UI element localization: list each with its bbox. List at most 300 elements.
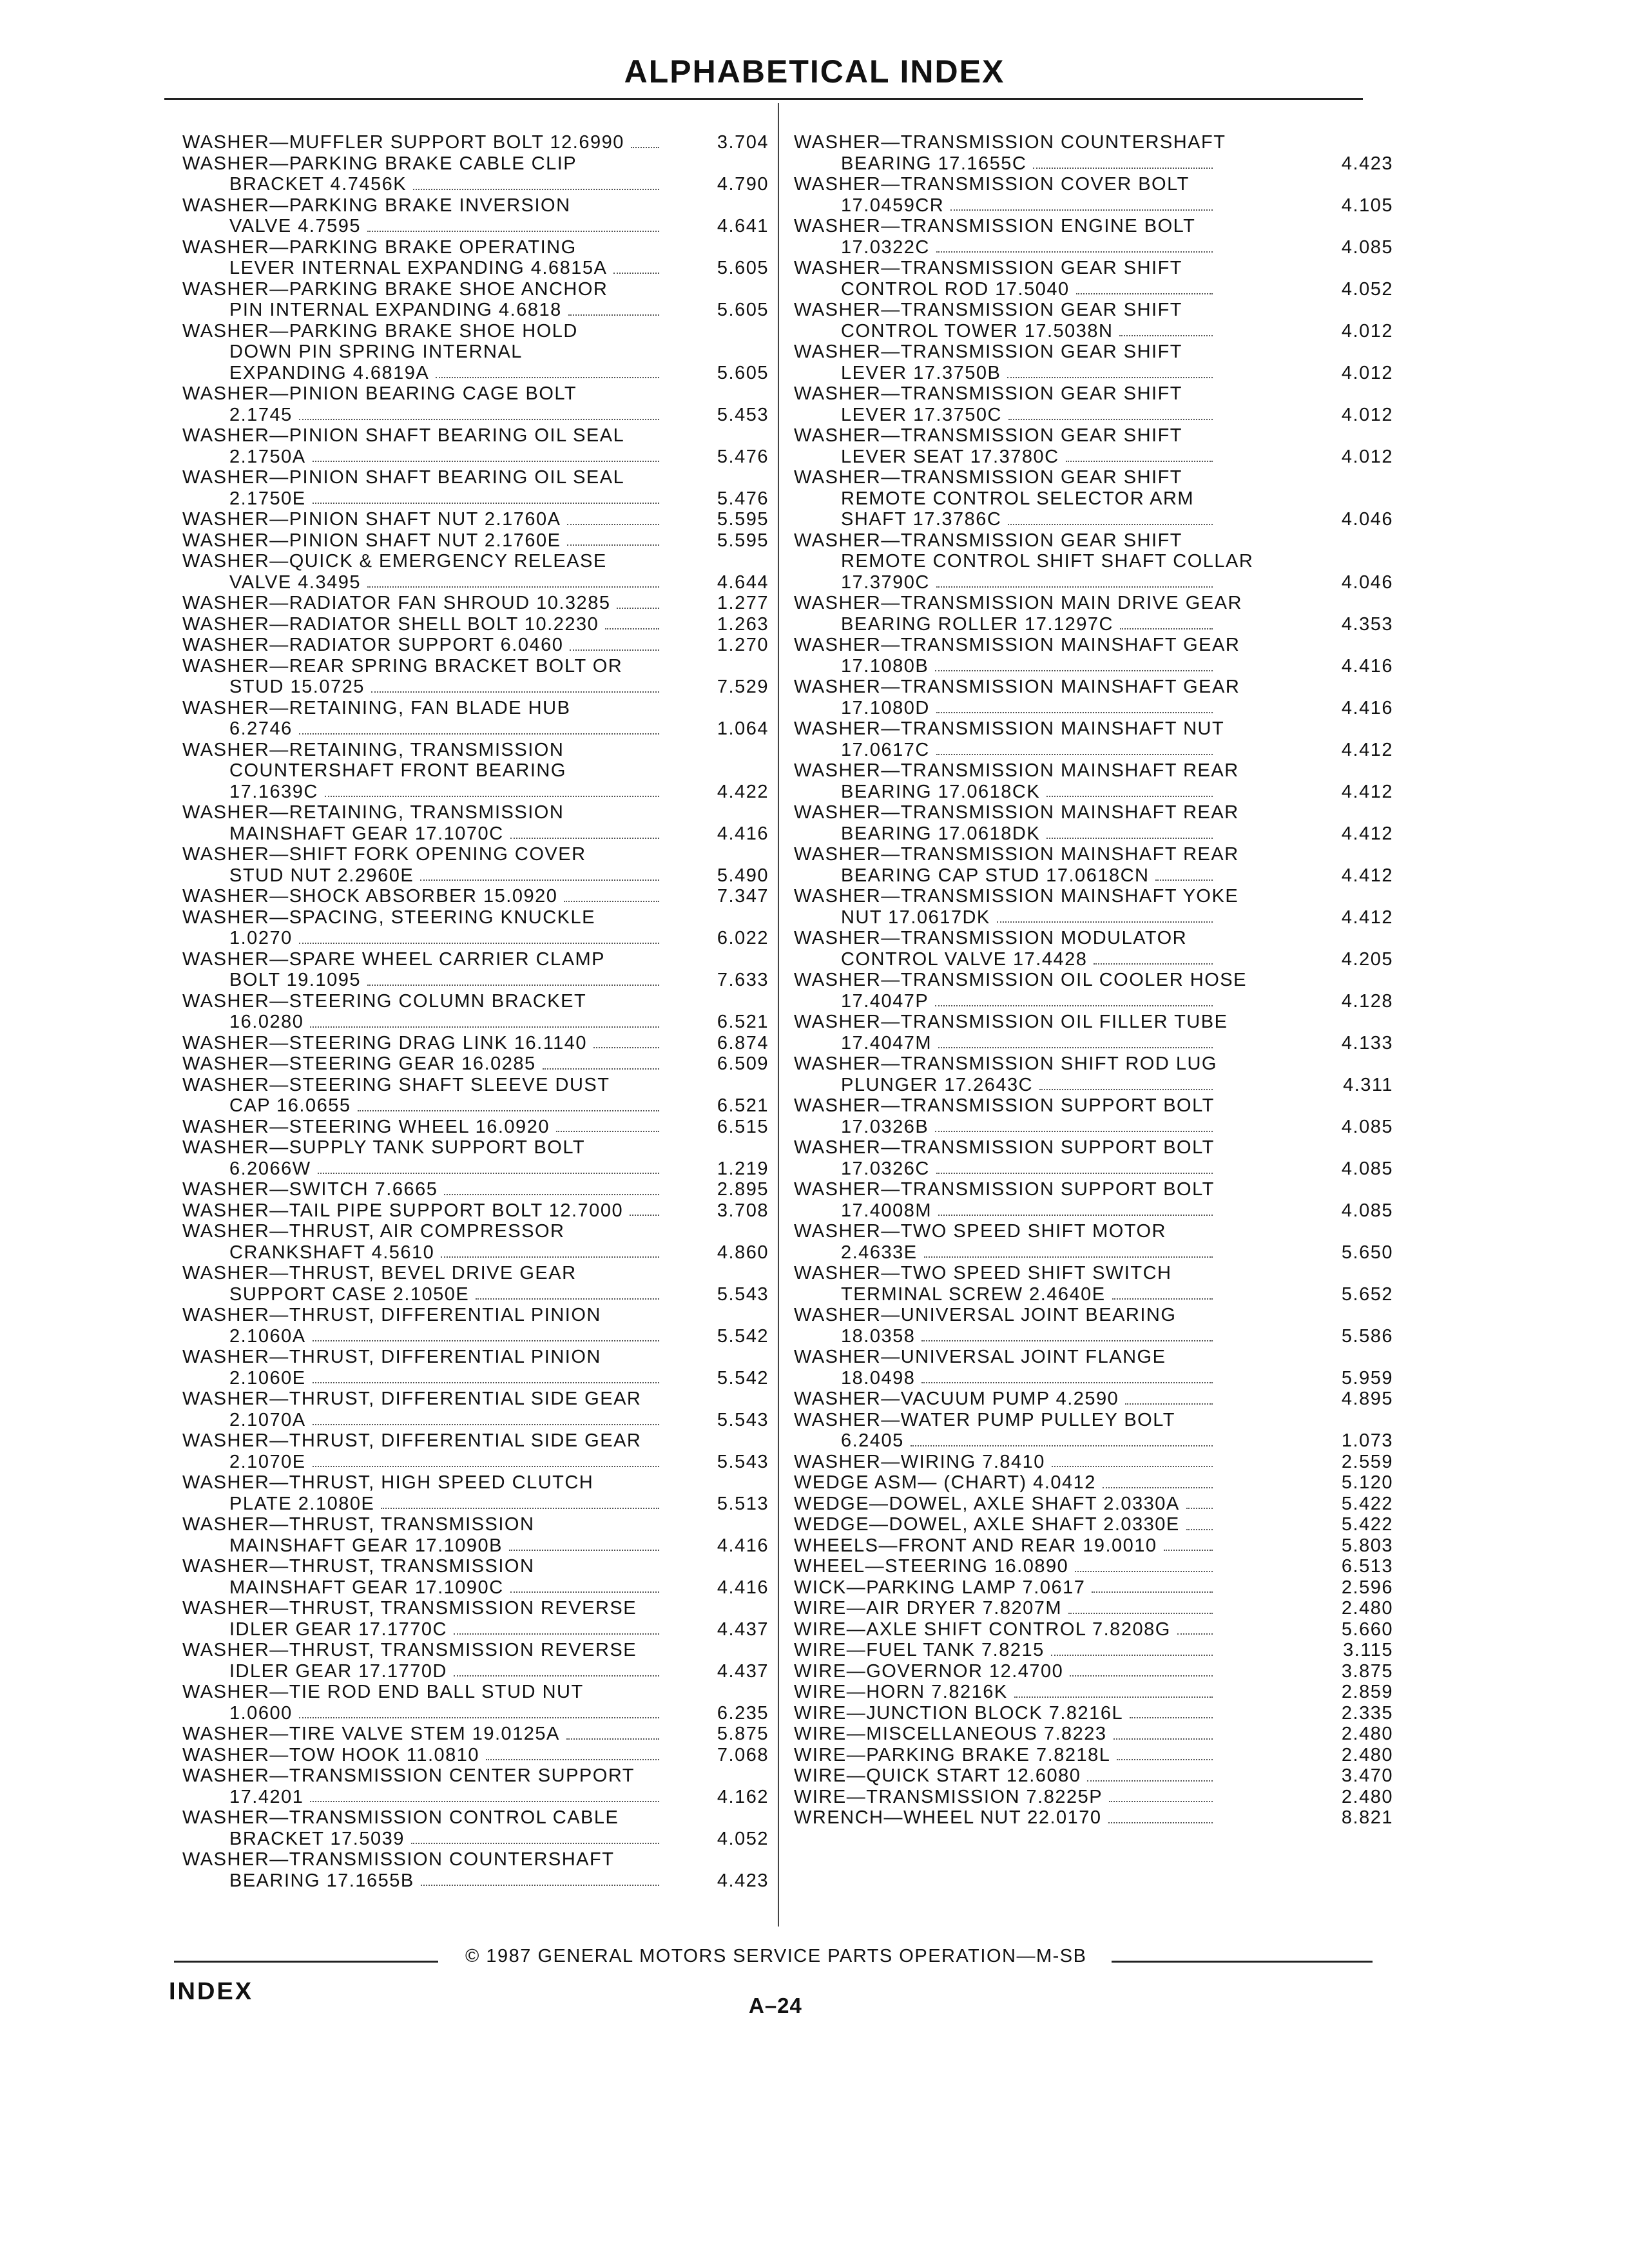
index-entry — [182, 1807, 769, 1849]
entry-text: VALVE 4.3495 — [229, 572, 361, 593]
entry-text: WASHER—REAR SPRING BRACKET BOLT OR — [182, 655, 623, 677]
index-entry — [182, 1598, 769, 1640]
index-entry — [182, 1116, 769, 1138]
entry-text: WASHER—TRANSMISSION GEAR SHIFT — [794, 300, 1183, 320]
entry-text: WHEEL—STEERING 16.0890 — [794, 1556, 1069, 1577]
dot-leader — [1008, 419, 1213, 420]
page-reference: 3.704 — [717, 132, 769, 153]
entry-text: WASHER—TRANSMISSION SUPPORT BOLT — [794, 1137, 1215, 1158]
index-entry — [794, 1619, 1393, 1640]
index-entry — [794, 1179, 1393, 1221]
dot-leader — [318, 1173, 659, 1174]
page-reference: 6.022 — [717, 928, 769, 948]
entry-text: WASHER—THRUST, AIR COMPRESSOR — [182, 1221, 565, 1242]
entry-text: WASHER—WATER PUMP PULLEY BOLT — [794, 1409, 1175, 1430]
entry-text: WASHER—PINION SHAFT NUT 2.1760E — [182, 530, 561, 551]
dot-leader — [381, 1508, 659, 1509]
dot-leader — [510, 838, 659, 839]
index-entry — [794, 425, 1393, 467]
page-reference: 5.652 — [1341, 1283, 1393, 1305]
entry-text: WASHER—TRANSMISSION GEAR SHIFT — [794, 425, 1183, 446]
page-reference: 4.052 — [1341, 278, 1393, 300]
dot-leader — [617, 608, 659, 609]
entry-text: WASHER—VACUUM PUMP 4.2590 — [794, 1389, 1119, 1409]
entry-text: WASHER—TRANSMISSION SUPPORT BOLT — [794, 1179, 1215, 1200]
entry-text: WASHER—TRANSMISSION MAINSHAFT GEAR — [794, 635, 1240, 655]
page-title: ALPHABETICAL INDEX — [624, 53, 1005, 90]
entry-text: WASHER—THRUST, DIFFERENTIAL SIDE GEAR — [182, 1389, 642, 1409]
page-reference: 6.521 — [717, 1095, 769, 1116]
page-reference: 4.085 — [1341, 1200, 1393, 1221]
page-reference: 4.085 — [1341, 1158, 1393, 1179]
footer-rule-right — [1112, 1961, 1373, 1963]
dot-leader — [1186, 1508, 1213, 1509]
entry-text: WASHER—TRANSMISSION GEAR SHIFT — [794, 467, 1183, 488]
entry-text: WASHER—TRANSMISSION MAINSHAFT REAR — [794, 844, 1239, 865]
index-entry — [182, 551, 769, 593]
dot-leader — [1108, 1822, 1213, 1823]
dot-leader — [313, 1340, 659, 1341]
dot-leader — [1092, 1591, 1213, 1593]
page-number: A–24 — [749, 1994, 802, 2017]
page-reference: 5.543 — [717, 1409, 769, 1430]
index-entry — [182, 132, 769, 153]
entry-text: WASHER—TAIL PIPE SUPPORT BOLT 12.7000 — [182, 1200, 624, 1221]
page-reference: 1.073 — [1341, 1430, 1393, 1451]
entry-text: WASHER—TRANSMISSION GEAR SHIFT — [794, 530, 1183, 551]
entry-text: WASHER—THRUST, TRANSMISSION REVERSE — [182, 1598, 637, 1619]
dot-leader — [358, 1110, 659, 1111]
page-reference: 5.605 — [717, 258, 769, 278]
dot-leader — [1094, 963, 1213, 965]
entry-text: BEARING CAP STUD 17.0618CN — [841, 865, 1150, 886]
index-entry — [794, 216, 1393, 258]
index-entry — [182, 1305, 769, 1347]
index-entry — [182, 907, 769, 949]
entry-text: BEARING 17.0618CK — [841, 781, 1041, 802]
dot-leader — [1177, 1633, 1213, 1635]
entry-text: SUPPORT CASE 2.1050E — [229, 1283, 470, 1305]
index-entry — [182, 195, 769, 237]
dot-leader — [1066, 461, 1213, 462]
entry-text: WASHER—TRANSMISSION MAINSHAFT REAR — [794, 802, 1239, 823]
page-reference: 7.068 — [717, 1744, 769, 1765]
entry-text: WASHER—STEERING GEAR 16.0285 — [182, 1053, 536, 1074]
dot-leader — [556, 1131, 659, 1132]
index-entry — [794, 174, 1393, 216]
dot-leader — [436, 377, 659, 378]
entry-text: 17.0326B — [841, 1116, 929, 1137]
entry-text: BOLT 19.1095 — [229, 970, 361, 990]
dot-leader — [367, 586, 659, 588]
page-reference: 5.542 — [717, 1325, 769, 1347]
entry-text: WASHER—SUPPLY TANK SUPPORT BOLT — [182, 1137, 586, 1158]
index-entry — [794, 530, 1393, 593]
index-entry — [794, 1535, 1393, 1557]
entry-text: WASHER—STEERING SHAFT SLEEVE DUST — [182, 1074, 610, 1095]
entry-text: 17.0326C — [841, 1158, 930, 1179]
dot-leader — [605, 628, 659, 629]
dot-leader — [454, 1675, 659, 1677]
page-reference: 4.423 — [717, 1870, 769, 1891]
page-reference: 1.277 — [717, 593, 769, 613]
entry-text: STUD NUT 2.2960E — [229, 865, 414, 886]
entry-text: REMOTE CONTROL SELECTOR ARM — [841, 488, 1195, 509]
entry-text: TERMINAL SCREW 2.4640E — [841, 1283, 1106, 1305]
entry-text: CRANKSHAFT 4.5610 — [229, 1242, 435, 1263]
entry-text: PLUNGER 17.2643C — [841, 1074, 1034, 1095]
index-entry — [182, 467, 769, 509]
entry-text: WASHER—THRUST, BEVEL DRIVE GEAR — [182, 1263, 577, 1283]
dot-leader — [310, 1026, 659, 1028]
entry-text: WASHER—UNIVERSAL JOINT BEARING — [794, 1305, 1177, 1325]
dot-leader — [924, 1256, 1213, 1258]
dot-leader — [444, 1194, 659, 1195]
entry-text: PLATE 2.1080E — [229, 1493, 375, 1514]
index-entry — [182, 1724, 769, 1745]
entry-text: DOWN PIN SPRING INTERNAL — [229, 341, 523, 362]
entry-text: WIRE—FUEL TANK 7.8215 — [794, 1640, 1045, 1660]
index-entry — [182, 1682, 769, 1724]
page-reference: 2.480 — [1341, 1598, 1393, 1619]
index-entry — [794, 1514, 1393, 1535]
entry-text: WASHER—PARKING BRAKE SHOE ANCHOR — [182, 278, 608, 300]
page-reference: 4.052 — [717, 1828, 769, 1849]
entry-text: BEARING 17.1655C — [841, 153, 1027, 174]
page-reference: 5.120 — [1341, 1472, 1393, 1493]
index-entry — [182, 844, 769, 886]
entry-text: CAP 16.0655 — [229, 1095, 351, 1116]
dot-leader — [567, 544, 659, 546]
entry-text: WICK—PARKING LAMP 7.0617 — [794, 1577, 1086, 1598]
page-reference: 2.859 — [1341, 1682, 1393, 1702]
dot-leader — [631, 147, 659, 148]
entry-text: WRENCH—WHEEL NUT 22.0170 — [794, 1807, 1102, 1828]
entry-text: IDLER GEAR 17.1770D — [229, 1660, 447, 1682]
dot-leader — [476, 1298, 659, 1300]
entry-text: WEDGE—DOWEL, AXLE SHAFT 2.0330E — [794, 1514, 1180, 1535]
page-reference: 4.422 — [717, 781, 769, 802]
page-reference: 5.595 — [717, 509, 769, 530]
page-reference: 4.353 — [1341, 613, 1393, 635]
index-entry — [794, 1598, 1393, 1619]
dot-leader — [570, 649, 659, 651]
footer-copyright: © 1987 GENERAL MOTORS SERVICE PARTS OPERATION—M-SB — [465, 1946, 1087, 1966]
index-entry — [794, 383, 1393, 425]
index-entry — [182, 1137, 769, 1179]
page-reference: 4.416 — [1341, 697, 1393, 718]
entry-text: WASHER—THRUST, DIFFERENTIAL PINION — [182, 1347, 601, 1367]
entry-text: MAINSHAFT GEAR 17.1090C — [229, 1577, 504, 1598]
entry-text: WASHER—SPARE WHEEL CARRIER CLAMP — [182, 948, 606, 970]
page-reference: 4.162 — [717, 1786, 769, 1807]
page-reference: 4.641 — [717, 216, 769, 236]
page-reference: 2.480 — [1341, 1744, 1393, 1765]
index-entry — [794, 1682, 1393, 1703]
entry-text: MAINSHAFT GEAR 17.1090B — [229, 1535, 503, 1556]
index-entry — [794, 1744, 1393, 1766]
dot-leader — [938, 1047, 1213, 1048]
index-entry — [794, 1053, 1393, 1095]
index-entry — [794, 1765, 1393, 1787]
index-entry — [182, 153, 769, 195]
dot-leader — [1120, 628, 1213, 629]
entry-text: WASHER—TRANSMISSION MAINSHAFT NUT — [794, 718, 1225, 739]
index-entry — [182, 1074, 769, 1117]
page-reference: 5.543 — [717, 1283, 769, 1305]
page-reference: 2.335 — [1341, 1702, 1393, 1724]
entry-text: WASHER—TRANSMISSION MAINSHAFT YOKE — [794, 886, 1239, 907]
entry-text: SHAFT 17.3786C — [841, 509, 1002, 530]
entry-text: WASHER—TOW HOOK 11.0810 — [182, 1744, 480, 1765]
page-reference: 4.790 — [717, 174, 769, 195]
entry-text: WIRE—GOVERNOR 12.4700 — [794, 1660, 1064, 1682]
entry-text: 18.0358 — [841, 1325, 916, 1347]
footer-rule-left — [174, 1961, 438, 1963]
page-reference: 4.046 — [1341, 509, 1393, 530]
entry-text: CONTROL ROD 17.5040 — [841, 278, 1070, 300]
entry-text: LEVER 17.3750B — [841, 362, 1001, 383]
column-divider — [778, 103, 779, 1927]
page-reference: 5.595 — [717, 530, 769, 551]
index-entry — [182, 739, 769, 803]
index-entry — [182, 1200, 769, 1222]
header-rule — [164, 98, 1363, 100]
index-entry — [182, 1032, 769, 1054]
entry-text: 17.1080B — [841, 655, 929, 677]
page-reference: 4.644 — [717, 572, 769, 593]
entry-text: WASHER—RADIATOR SHELL BOLT 10.2230 — [182, 613, 599, 635]
page-reference: 4.012 — [1341, 362, 1393, 383]
entry-text: 2.1750E — [229, 488, 306, 509]
entry-text: WASHER—RADIATOR FAN SHROUD 10.3285 — [182, 593, 611, 613]
index-entry — [794, 760, 1393, 802]
page-reference: 5.542 — [717, 1367, 769, 1389]
dot-leader — [613, 273, 659, 274]
entry-text: EXPANDING 4.6819A — [229, 362, 430, 383]
entry-text: WASHER—TRANSMISSION OIL COOLER HOSE — [794, 970, 1247, 990]
page-reference: 5.650 — [1341, 1242, 1393, 1263]
entry-text: WASHER—SWITCH 7.6665 — [182, 1179, 438, 1200]
dot-leader — [566, 1738, 659, 1740]
index-entry — [182, 509, 769, 530]
page-reference: 4.128 — [1341, 990, 1393, 1012]
index-entry — [794, 1577, 1393, 1599]
dot-leader — [1014, 1696, 1213, 1698]
index-entry — [182, 320, 769, 384]
dot-leader — [413, 189, 659, 190]
entry-text: BEARING ROLLER 17.1297C — [841, 613, 1113, 635]
index-entry — [182, 425, 769, 467]
page-reference: 1.270 — [717, 635, 769, 655]
page-reference: 5.875 — [717, 1724, 769, 1744]
dot-leader — [630, 1215, 659, 1216]
dot-leader — [921, 1340, 1213, 1341]
entry-text: 6.2746 — [229, 718, 293, 739]
entry-text: 17.4008M — [841, 1200, 932, 1221]
page-reference: 4.105 — [1341, 195, 1393, 216]
dot-leader — [1039, 1089, 1213, 1090]
index-entry — [182, 1263, 769, 1305]
dot-leader — [313, 1382, 659, 1383]
entry-text: WASHER—RADIATOR SUPPORT 6.0460 — [182, 635, 564, 655]
entry-text: WASHER—TRANSMISSION MAINSHAFT REAR — [794, 760, 1239, 781]
dot-leader — [441, 1256, 659, 1258]
dot-leader — [299, 419, 659, 420]
dot-leader — [1068, 1613, 1213, 1614]
index-entry — [794, 1640, 1393, 1661]
page-reference: 5.660 — [1341, 1619, 1393, 1640]
entry-text: WASHER—TIRE VALVE STEM 19.0125A — [182, 1724, 560, 1744]
index-entry — [182, 1430, 769, 1472]
index-entry — [794, 718, 1393, 760]
entry-text: 2.1070E — [229, 1451, 306, 1472]
dot-leader — [325, 796, 659, 797]
dot-leader — [313, 1466, 659, 1467]
entry-text: 17.4047P — [841, 990, 929, 1012]
page-reference: 5.490 — [717, 865, 769, 886]
page-reference: 5.586 — [1341, 1325, 1393, 1347]
index-entry — [182, 655, 769, 698]
index-entry — [794, 593, 1393, 635]
dot-leader — [1119, 335, 1213, 336]
entry-text: WASHER—TRANSMISSION CONTROL CABLE — [182, 1807, 619, 1828]
page-reference: 6.235 — [717, 1702, 769, 1724]
dot-leader — [1109, 1801, 1213, 1802]
page-reference: 3.875 — [1341, 1660, 1393, 1682]
page-reference: 4.412 — [1341, 739, 1393, 760]
page-reference: 5.803 — [1341, 1535, 1393, 1556]
dot-leader — [543, 1068, 659, 1070]
entry-text: 6.2405 — [841, 1430, 904, 1451]
index-entry — [794, 844, 1393, 886]
page-reference: 5.422 — [1341, 1493, 1393, 1514]
page-reference: 5.513 — [717, 1493, 769, 1514]
index-entry — [182, 383, 769, 425]
entry-text: CONTROL TOWER 17.5038N — [841, 320, 1113, 341]
page-reference: 1.064 — [717, 718, 769, 739]
entry-text: WASHER—STEERING COLUMN BRACKET — [182, 990, 587, 1012]
dot-leader — [411, 1843, 659, 1844]
entry-text: WASHER—THRUST, TRANSMISSION — [182, 1514, 535, 1535]
entry-text: 2.1060E — [229, 1367, 306, 1389]
entry-text: WASHER—TWO SPEED SHIFT MOTOR — [794, 1221, 1166, 1242]
entry-text: VALVE 4.7595 — [229, 216, 361, 236]
index-entry — [794, 1786, 1393, 1808]
dot-leader — [1087, 1780, 1213, 1782]
index-entry — [182, 278, 769, 321]
dot-leader — [997, 921, 1213, 923]
entry-text: WASHER—TIE ROD END BALL STUD NUT — [182, 1682, 584, 1702]
index-entry — [182, 1179, 769, 1200]
dot-leader — [950, 209, 1213, 211]
page-reference: 4.012 — [1341, 446, 1393, 467]
dot-leader — [568, 314, 659, 316]
index-entry — [182, 1744, 769, 1766]
dot-leader — [367, 985, 659, 986]
entry-text: WIRE—TRANSMISSION 7.8225P — [794, 1786, 1103, 1807]
dot-leader — [593, 1047, 659, 1048]
index-entry — [794, 886, 1393, 928]
dot-leader — [564, 901, 659, 902]
dot-leader — [1164, 1550, 1213, 1551]
entry-text: 2.1750A — [229, 446, 306, 467]
index-entry — [182, 886, 769, 907]
dot-leader — [911, 1445, 1213, 1446]
entry-text: 17.0322C — [841, 236, 930, 258]
page-reference: 4.895 — [1341, 1389, 1393, 1409]
entry-text: 1.0600 — [229, 1702, 293, 1724]
dot-leader — [1186, 1529, 1213, 1530]
dot-leader — [938, 1215, 1213, 1216]
dot-leader — [299, 733, 659, 735]
entry-text: WASHER—QUICK & EMERGENCY RELEASE — [182, 551, 607, 572]
entry-text: 17.1080D — [841, 697, 930, 718]
index-entry — [182, 1556, 769, 1598]
index-entry — [182, 1347, 769, 1389]
index-entry — [794, 132, 1393, 174]
index-label: INDEX — [169, 1978, 254, 2005]
entry-text: 6.2066W — [229, 1158, 311, 1179]
entry-text: WASHER—TRANSMISSION SUPPORT BOLT — [794, 1095, 1215, 1116]
page-reference: 8.821 — [1341, 1807, 1393, 1828]
entry-text: WIRE—MISCELLANEOUS 7.8223 — [794, 1724, 1107, 1744]
entry-text: BRACKET 4.7456K — [229, 174, 407, 195]
index-entry — [794, 1556, 1393, 1577]
entry-text: WASHER—PINION BEARING CAGE BOLT — [182, 383, 577, 404]
entry-text: WASHER—SPACING, STEERING KNUCKLE — [182, 907, 595, 928]
index-entry — [182, 948, 769, 991]
entry-text: WIRE—AIR DRYER 7.8207M — [794, 1598, 1063, 1619]
dot-leader — [299, 1717, 659, 1718]
page-reference: 5.605 — [717, 300, 769, 320]
page-reference: 7.633 — [717, 970, 769, 990]
entry-text: 17.1639C — [229, 781, 318, 802]
index-entry — [182, 1849, 769, 1891]
entry-text: WHEELS—FRONT AND REAR 19.0010 — [794, 1535, 1157, 1556]
index-entry — [182, 697, 769, 740]
entry-text: WASHER—PINION SHAFT NUT 2.1760A — [182, 509, 561, 530]
index-entry — [182, 613, 769, 635]
entry-text: WASHER—TRANSMISSION GEAR SHIFT — [794, 383, 1183, 404]
index-entry — [794, 677, 1393, 718]
page-reference: 4.412 — [1341, 907, 1393, 928]
entry-text: WASHER—RETAINING, TRANSMISSION — [182, 739, 564, 760]
entry-text: 17.4201 — [229, 1786, 304, 1807]
entry-text: WASHER—STEERING WHEEL 16.0920 — [182, 1116, 550, 1137]
entry-text: WASHER—MUFFLER SUPPORT BOLT 12.6990 — [182, 132, 624, 153]
page-reference: 6.513 — [1341, 1556, 1393, 1577]
index-entry — [182, 802, 769, 844]
dot-leader — [1117, 1759, 1213, 1760]
entry-text: WASHER—THRUST, TRANSMISSION REVERSE — [182, 1640, 637, 1660]
entry-text: BEARING 17.0618DK — [841, 823, 1041, 844]
index-entry — [794, 1493, 1393, 1515]
page-reference: 4.012 — [1341, 320, 1393, 341]
index-entry — [182, 1765, 769, 1807]
entry-text: WASHER—SHIFT FORK OPENING COVER — [182, 844, 586, 865]
page-reference: 5.476 — [717, 446, 769, 467]
entry-text: WASHER—TRANSMISSION MAINSHAFT GEAR — [794, 677, 1240, 697]
dot-leader — [1033, 168, 1213, 169]
index-entry — [794, 1472, 1393, 1494]
entry-text: 18.0498 — [841, 1367, 916, 1389]
entry-text: WASHER—SHOCK ABSORBER 15.0920 — [182, 886, 558, 907]
page-reference: 1.263 — [717, 613, 769, 635]
entry-text: WASHER—TRANSMISSION OIL FILLER TUBE — [794, 1012, 1228, 1032]
entry-text: WASHER—PARKING BRAKE SHOE HOLD — [182, 320, 578, 341]
entry-text: WASHER—PARKING BRAKE OPERATING — [182, 236, 577, 258]
